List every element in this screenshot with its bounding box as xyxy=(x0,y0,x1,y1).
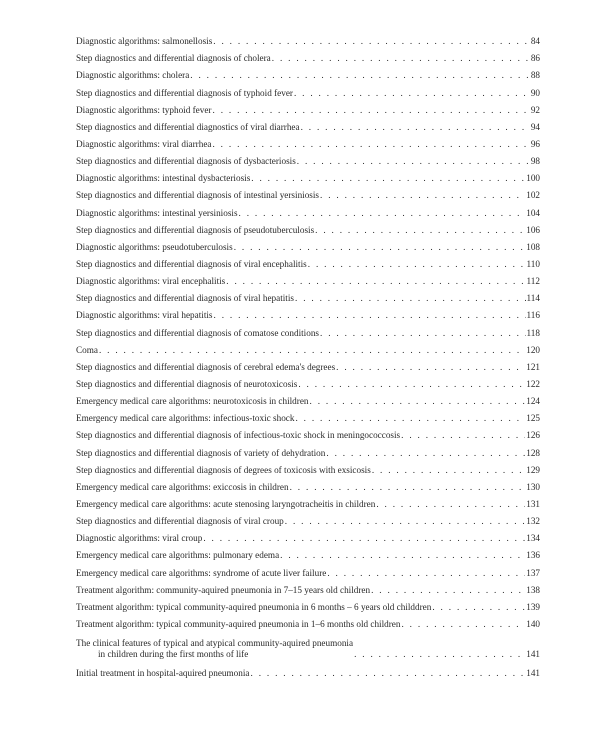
toc-entry xyxy=(76,30,540,47)
toc-entry-title: Step diagnostics and differential diagnosis of degrees of toxicosis with exsicosis xyxy=(76,464,371,475)
toc-leader-dots xyxy=(295,293,526,304)
toc-entry xyxy=(76,510,540,527)
toc-entry xyxy=(76,201,540,218)
toc-entry xyxy=(76,133,540,150)
toc-leader-dots xyxy=(239,208,526,219)
toc-entry xyxy=(76,613,540,630)
toc-entry xyxy=(76,253,540,270)
toc-entry-page: 84 xyxy=(530,36,540,47)
toc-entry xyxy=(76,493,540,510)
toc-leader-dots xyxy=(376,499,525,510)
toc-entry-title: Step diagnostics and differential diagnosis of pseudotuberculosis xyxy=(76,224,315,235)
toc-entry-title: Diagnostic algorithms: viral encephalitis xyxy=(76,276,226,287)
toc-entry-page: 90 xyxy=(530,87,540,98)
toc-entry xyxy=(76,339,540,356)
toc-entry-title: Emergency medical care algorithms: acute stenosing laryngotracheitis in children xyxy=(76,498,376,509)
toc-entry-page: 94 xyxy=(530,121,540,132)
toc-entry-page: 114 xyxy=(526,293,540,304)
toc-entry xyxy=(76,287,540,304)
toc-entry-page: 129 xyxy=(526,464,540,475)
toc-leader-dots xyxy=(190,70,530,81)
toc-entry xyxy=(76,630,540,660)
toc-entry-title: Diagnostic algorithms: cholera xyxy=(76,70,190,81)
toc-entry-title: Diagnostic algorithms: intestinal dysbacteriosis xyxy=(76,173,251,184)
toc-entry-title: Emergency medical care algorithms: pulmonary edema xyxy=(76,550,280,561)
toc-leader-dots xyxy=(308,259,526,270)
toc-leader-dots xyxy=(371,585,525,596)
toc-entry-page: 130 xyxy=(526,481,540,492)
toc-entry-title: Emergency medical care algorithms: exiccosis in children xyxy=(76,481,289,492)
toc-leader-dots xyxy=(251,173,525,184)
toc-entry-page: 140 xyxy=(526,618,540,629)
toc-leader-dots xyxy=(320,190,525,201)
toc-entry-title: Diagnostic algorithms: typhoid fever xyxy=(76,104,212,115)
toc-entry-page: 108 xyxy=(526,241,540,252)
toc-entry-page: 125 xyxy=(526,413,540,424)
toc-entry-title: Diagnostic algorithms: viral hepatitis xyxy=(76,310,213,321)
toc-entry-title: Diagnostic algorithms: pseudotuberculosis xyxy=(76,241,233,252)
toc-leader-dots xyxy=(272,53,530,64)
toc-entry xyxy=(76,544,540,561)
toc-leader-dots xyxy=(327,568,525,579)
toc-entry-page: 120 xyxy=(526,344,540,355)
toc-entry-page: 128 xyxy=(526,447,540,458)
toc-entry xyxy=(76,373,540,390)
toc-entry xyxy=(76,390,540,407)
toc-entry-page: 124 xyxy=(526,396,540,407)
toc-leader-dots xyxy=(315,225,525,236)
toc-entry-page: 86 xyxy=(530,53,540,64)
toc-entry-page: 118 xyxy=(526,327,540,338)
toc-entry-title: Step diagnostics and differential diagnosis of infectious-toxic shock in meningococcosis xyxy=(76,430,401,441)
toc-entry-title: Treatment algorithm: typical community-aquired pneumonia in 1–6 months old children xyxy=(76,618,401,629)
toc-leader-dots xyxy=(226,276,525,287)
toc-entry-page: 122 xyxy=(526,378,540,389)
toc-leader-dots xyxy=(99,345,525,356)
toc-leader-dots xyxy=(295,413,525,424)
toc-entry xyxy=(76,424,540,441)
toc-entry xyxy=(76,476,540,493)
toc-leader-dots xyxy=(401,619,525,630)
toc-entry-title: Step diagnostics and differential diagnosis of cholera xyxy=(76,53,271,64)
toc-leader-dots xyxy=(280,550,525,561)
toc-entry-page: 96 xyxy=(530,138,540,149)
toc-entry-page: 88 xyxy=(530,70,540,81)
toc-entry-title: Coma xyxy=(76,344,98,355)
toc-leader-dots xyxy=(234,242,526,253)
toc-entry-title: Step diagnostics and differential diagnostics of viral diarrhea xyxy=(76,121,300,132)
toc-leader-dots xyxy=(372,465,525,476)
toc-entry-title-line1: The clinical features of typical and atypical community-aquired pneumonia xyxy=(76,637,354,648)
toc-entry-title: Step diagnostics and differential diagnosis of viral croup xyxy=(76,516,284,527)
toc-entry xyxy=(76,304,540,321)
toc-entry-title: Treatment algorithm: typical community-aquired pneumonia in 6 months – 6 years old childdren xyxy=(76,601,432,612)
toc-entry-title: Emergency medical care algorithms: neurotoxicosis in children xyxy=(76,396,309,407)
toc-entry xyxy=(76,459,540,476)
toc-entry-page: 106 xyxy=(526,224,540,235)
toc-entry-title-line2: in children during the first months of life xyxy=(98,648,249,659)
toc-entry-title: Step diagnostics and differential diagnosis of dysbacteriosis xyxy=(76,156,296,167)
toc-entry-page: 116 xyxy=(526,310,540,321)
toc-leader-dots xyxy=(354,649,525,660)
toc-entry-page: 121 xyxy=(526,361,540,372)
toc-entry xyxy=(76,660,540,679)
toc-entry-page: 112 xyxy=(526,276,540,287)
toc-entry-title: Step diagnostics and differential diagnosis of viral encephalitis xyxy=(76,258,307,269)
toc-entry-page: 104 xyxy=(526,207,540,218)
toc-leader-dots xyxy=(301,122,530,133)
toc-leader-dots xyxy=(320,328,526,339)
toc-entry xyxy=(76,219,540,236)
toc-leader-dots xyxy=(336,362,525,373)
toc-entry xyxy=(76,236,540,253)
toc-entry-page: 110 xyxy=(526,258,540,269)
toc-entry-page: 102 xyxy=(526,190,540,201)
toc-entry-title xyxy=(76,638,353,660)
toc-entry-title: Treatment algorithm: community-aquired pneumonia in 7–15 years old children xyxy=(76,584,371,595)
toc-entry xyxy=(76,321,540,338)
toc-entry xyxy=(76,356,540,373)
toc-entry xyxy=(76,184,540,201)
toc-leader-dots xyxy=(294,88,530,99)
toc-leader-dots xyxy=(310,396,526,407)
toc-entry-page: 100 xyxy=(526,173,540,184)
toc-entry-title: Diagnostic algorithms: viral diarrhea xyxy=(76,138,212,149)
toc-entry xyxy=(76,150,540,167)
toc-leader-dots xyxy=(213,105,530,116)
toc-entry-title: Step diagnostics and differential diagnosis of variety of dehydration xyxy=(76,447,326,458)
toc-entry xyxy=(76,116,540,133)
toc-entry-title: Diagnostic algorithms: intestinal yersiniosis xyxy=(76,207,238,218)
toc-entry-page: 98 xyxy=(530,156,540,167)
toc-leader-dots xyxy=(213,36,530,47)
toc-entry-page: 139 xyxy=(526,601,540,612)
toc-leader-dots xyxy=(214,310,526,321)
toc-entry-page: 132 xyxy=(526,516,540,527)
toc-leader-dots xyxy=(298,379,525,390)
toc-entry xyxy=(76,407,540,424)
toc-entry-page: 137 xyxy=(526,567,540,578)
toc-entry xyxy=(76,561,540,578)
toc-entry xyxy=(76,579,540,596)
toc-entry-title: Step diagnostics and differential diagnosis of typhoid fever xyxy=(76,87,293,98)
toc-rows xyxy=(76,30,540,630)
toc-entry-page: 136 xyxy=(526,550,540,561)
toc-entry xyxy=(76,527,540,544)
toc-leader-dots xyxy=(401,430,525,441)
toc-leader-dots xyxy=(212,139,529,150)
table-of-contents xyxy=(76,30,540,679)
toc-entry xyxy=(76,441,540,458)
toc-leader-dots xyxy=(290,482,526,493)
toc-entry-page: 131 xyxy=(526,498,540,509)
toc-entry-title: Emergency medical care algorithms: syndrome of acute liver failure xyxy=(76,567,327,578)
toc-entry-page: 141 xyxy=(526,667,540,678)
toc-entry-title: Step diagnostics and differential diagnosis of comatose conditions xyxy=(76,327,319,338)
toc-entry-title: Emergency medical care algorithms: infectious-toxic shock xyxy=(76,413,295,424)
toc-entry-page: 92 xyxy=(530,104,540,115)
toc-entry-page: 134 xyxy=(526,533,540,544)
toc-entry-page: 141 xyxy=(526,648,540,659)
toc-leader-dots xyxy=(326,448,525,459)
toc-entry-title: Step diagnostics and differential diagnosis of viral hepatitis xyxy=(76,293,294,304)
toc-entry-title: Diagnostic algorithms: salmonellosis xyxy=(76,36,213,47)
toc-leader-dots xyxy=(432,602,525,613)
toc-entry xyxy=(76,99,540,116)
toc-leader-dots xyxy=(285,516,525,527)
toc-leader-dots xyxy=(203,533,525,544)
toc-entry-title: Step diagnostics and differential diagnosis of cerebral edema's degrees xyxy=(76,361,336,372)
toc-entry xyxy=(76,81,540,98)
toc-entry-title: Diagnostic algorithms: viral croup xyxy=(76,533,203,544)
toc-leader-dots xyxy=(297,156,530,167)
toc-entry-page: 138 xyxy=(526,584,540,595)
toc-entry xyxy=(76,64,540,81)
toc-entry xyxy=(76,167,540,184)
toc-entry xyxy=(76,270,540,287)
toc-entry-title: Initial treatment in hospital-aquired pneumonia xyxy=(76,667,250,678)
toc-entry-title: Step diagnostics and differential diagnosis of neurotoxicosis xyxy=(76,378,298,389)
toc-entry-page: 126 xyxy=(526,430,540,441)
toc-entry-title: Step diagnostics and differential diagnosis of intestinal yersiniosis xyxy=(76,190,320,201)
toc-leader-dots xyxy=(251,668,526,679)
toc-entry xyxy=(76,596,540,613)
toc-entry xyxy=(76,47,540,64)
